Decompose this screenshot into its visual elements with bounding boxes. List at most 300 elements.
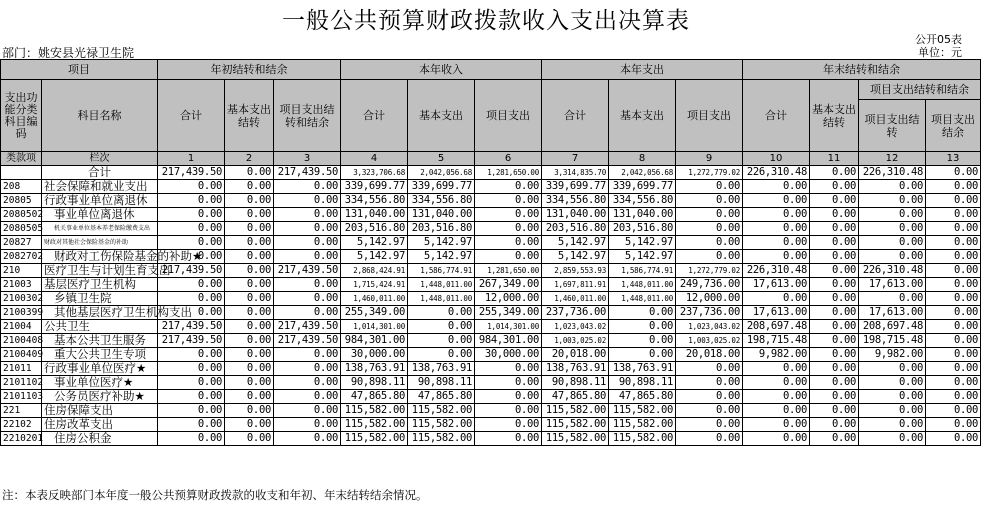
cell-col-10: 0.00 — [743, 250, 810, 264]
cell-col-3: 217,439.50 — [274, 166, 341, 180]
cell-col-1: 0.00 — [158, 292, 225, 306]
cell-col-9: 0.00 — [676, 180, 743, 194]
cell-col-7: 131,040.00 — [542, 208, 609, 222]
table-row — [1, 362, 981, 376]
cell-col-11: 0.00 — [810, 194, 859, 208]
cell-col-13: 0.00 — [926, 418, 981, 432]
cell-col-13: 0.00 — [926, 362, 981, 376]
header-expense-project: 项目支出 — [676, 80, 743, 152]
cell-col-13: 0.00 — [926, 222, 981, 236]
cell-col-11: 0.00 — [810, 222, 859, 236]
cell-col-6: 1,281,650.00 — [475, 166, 542, 180]
cell-col-10: 0.00 — [743, 208, 810, 222]
cell-col-7: 237,736.00 — [542, 306, 609, 320]
header-expense-basic: 基本支出 — [609, 80, 676, 152]
cell-col-9: 1,023,043.02 — [676, 320, 743, 334]
cell-col-1: 0.00 — [158, 348, 225, 362]
cell-col-6: 0.00 — [475, 222, 542, 236]
header-end-balance: 年末结转和结余 — [743, 60, 981, 80]
row-subject-name: 公共卫生 — [42, 320, 158, 334]
header-subject-name: 科目名称 — [42, 80, 158, 152]
cell-col-13: 0.00 — [926, 404, 981, 418]
cell-col-4: 90,898.11 — [341, 376, 408, 390]
header-income-project: 项目支出 — [475, 80, 542, 152]
table-row — [1, 250, 981, 264]
cell-col-11: 0.00 — [810, 432, 859, 446]
table-row — [1, 432, 981, 446]
cell-col-9: 0.00 — [676, 362, 743, 376]
cell-col-6: 30,000.00 — [475, 348, 542, 362]
cell-col-13: 0.00 — [926, 278, 981, 292]
cell-col-4: 984,301.00 — [341, 334, 408, 348]
form-number: 公开05表 — [915, 33, 962, 46]
cell-col-2: 0.00 — [225, 306, 274, 320]
row-subject-name: 行政事业单位离退休 — [42, 194, 158, 208]
table-row — [1, 194, 981, 208]
cell-col-6: 255,349.00 — [475, 306, 542, 320]
cell-col-1: 0.00 — [158, 236, 225, 250]
cell-col-7: 1,460,011.00 — [542, 292, 609, 306]
cell-col-2: 0.00 — [225, 376, 274, 390]
page-title: 一般公共预算财政拨款收入支出决算表 — [282, 8, 690, 34]
cell-col-8: 115,582.00 — [609, 404, 676, 418]
cell-col-9: 0.00 — [676, 208, 743, 222]
cell-col-5: 90,898.11 — [408, 376, 475, 390]
table-row — [1, 418, 981, 432]
col-number: 9 — [676, 152, 743, 166]
cell-col-7: 339,699.77 — [542, 180, 609, 194]
table-row — [1, 334, 981, 348]
row-code: 2100408 — [1, 334, 42, 348]
row-code: 20827 — [1, 236, 42, 250]
row-subject-name: 财政对其他社会保险基金的补助 — [42, 236, 158, 250]
cell-col-12: 0.00 — [859, 362, 926, 376]
cell-col-6: 984,301.00 — [475, 334, 542, 348]
cell-col-9: 1,272,779.02 — [676, 166, 743, 180]
row-code: 21011 — [1, 362, 42, 376]
cell-col-11: 0.00 — [810, 320, 859, 334]
cell-col-6: 1,281,650.00 — [475, 264, 542, 278]
cell-col-4: 131,040.00 — [341, 208, 408, 222]
cell-col-11: 0.00 — [810, 180, 859, 194]
cell-col-3: 0.00 — [274, 390, 341, 404]
cell-col-11: 0.00 — [810, 334, 859, 348]
cell-col-10: 0.00 — [743, 376, 810, 390]
cell-col-13: 0.00 — [926, 320, 981, 334]
cell-col-1: 0.00 — [158, 194, 225, 208]
cell-col-10: 226,310.48 — [743, 166, 810, 180]
header-expense: 本年支出 — [542, 60, 743, 80]
cell-col-10: 226,310.48 — [743, 264, 810, 278]
cell-col-13: 0.00 — [926, 292, 981, 306]
cell-col-3: 217,439.50 — [274, 334, 341, 348]
cell-col-1: 0.00 — [158, 432, 225, 446]
cell-col-3: 217,439.50 — [274, 320, 341, 334]
cell-col-4: 2,868,424.91 — [341, 264, 408, 278]
cell-col-5: 203,516.80 — [408, 222, 475, 236]
cell-col-6: 0.00 — [475, 418, 542, 432]
cell-col-4: 255,349.00 — [341, 306, 408, 320]
cell-col-3: 0.00 — [274, 432, 341, 446]
cell-col-8: 115,582.00 — [609, 432, 676, 446]
row-code: 208 — [1, 180, 42, 194]
cell-col-10: 0.00 — [743, 404, 810, 418]
cell-col-7: 5,142.97 — [542, 236, 609, 250]
cell-col-7: 5,142.97 — [542, 250, 609, 264]
cell-col-12: 0.00 — [859, 292, 926, 306]
row-code: 22102 — [1, 418, 42, 432]
cell-col-4: 334,556.80 — [341, 194, 408, 208]
header-expense-total: 合计 — [542, 80, 609, 152]
cell-col-4: 30,000.00 — [341, 348, 408, 362]
cell-col-1: 0.00 — [158, 208, 225, 222]
cell-col-1: 0.00 — [158, 306, 225, 320]
cell-col-7: 1,697,811.91 — [542, 278, 609, 292]
header-income-total: 合计 — [341, 80, 408, 152]
cell-col-5: 1,586,774.91 — [408, 264, 475, 278]
cell-col-6: 0.00 — [475, 390, 542, 404]
col-number: 1 — [158, 152, 225, 166]
cell-col-13: 0.00 — [926, 390, 981, 404]
cell-col-10: 0.00 — [743, 194, 810, 208]
cell-col-1: 0.00 — [158, 278, 225, 292]
col-number: 3 — [274, 152, 341, 166]
header-end-total: 合计 — [743, 80, 810, 152]
row-subject-name: 行政事业单位医疗★ — [42, 362, 158, 376]
table-row — [1, 278, 981, 292]
cell-col-3: 0.00 — [274, 180, 341, 194]
table-row — [1, 222, 981, 236]
row-code: 21004 — [1, 320, 42, 334]
table-row — [1, 292, 981, 306]
cell-col-1: 0.00 — [158, 376, 225, 390]
row-subject-name: 合计 — [42, 166, 158, 180]
cell-col-2: 0.00 — [225, 236, 274, 250]
cell-col-12: 198,715.48 — [859, 334, 926, 348]
header-end-basic: 基本支出结转 — [810, 80, 859, 152]
cell-col-4: 115,582.00 — [341, 418, 408, 432]
cell-col-10: 0.00 — [743, 418, 810, 432]
cell-col-8: 1,586,774.91 — [609, 264, 676, 278]
cell-col-9: 1,003,025.02 — [676, 334, 743, 348]
cell-col-12: 0.00 — [859, 236, 926, 250]
cell-col-8: 1,448,011.00 — [609, 278, 676, 292]
cell-col-10: 0.00 — [743, 180, 810, 194]
cell-col-10: 9,982.00 — [743, 348, 810, 362]
cell-col-11: 0.00 — [810, 166, 859, 180]
row-code: 2080502 — [1, 208, 42, 222]
cell-col-12: 0.00 — [859, 432, 926, 446]
header-end-project-carry: 项目支出结转 — [859, 100, 926, 152]
cell-col-6: 267,349.00 — [475, 278, 542, 292]
cell-col-8: 0.00 — [609, 306, 676, 320]
cell-col-5: 115,582.00 — [408, 432, 475, 446]
cell-col-5: 131,040.00 — [408, 208, 475, 222]
cell-col-13: 0.00 — [926, 236, 981, 250]
cell-col-8: 131,040.00 — [609, 208, 676, 222]
cell-col-10: 0.00 — [743, 390, 810, 404]
cell-col-10: 0.00 — [743, 236, 810, 250]
class-label: 类 — [6, 153, 16, 164]
col-number: 11 — [810, 152, 859, 166]
header-end-project-group: 项目支出结转和结余 — [859, 80, 981, 100]
cell-col-5: 47,865.80 — [408, 390, 475, 404]
cell-col-6: 12,000.00 — [475, 292, 542, 306]
cell-col-11: 0.00 — [810, 264, 859, 278]
cell-col-5: 115,582.00 — [408, 418, 475, 432]
cell-col-9: 0.00 — [676, 222, 743, 236]
cell-col-3: 0.00 — [274, 208, 341, 222]
cell-col-5: 0.00 — [408, 334, 475, 348]
row-subject-name: 基本公共卫生服务 — [42, 334, 158, 348]
cell-col-8: 47,865.80 — [609, 390, 676, 404]
col-number: 7 — [542, 152, 609, 166]
cell-col-4: 3,323,706.68 — [341, 166, 408, 180]
cell-col-13: 0.00 — [926, 432, 981, 446]
header-item: 项目 — [1, 60, 158, 80]
cell-col-3: 0.00 — [274, 348, 341, 362]
cell-col-13: 0.00 — [926, 166, 981, 180]
cell-col-8: 339,699.77 — [609, 180, 676, 194]
cell-col-8: 0.00 — [609, 334, 676, 348]
header-income-basic: 基本支出 — [408, 80, 475, 152]
row-code: 210 — [1, 264, 42, 278]
cell-col-10: 0.00 — [743, 292, 810, 306]
row-code: 2210201 — [1, 432, 42, 446]
cell-col-1: 0.00 — [158, 404, 225, 418]
row-subject-name: 事业单位离退休 — [42, 208, 158, 222]
table-row — [1, 390, 981, 404]
row-code: 2080505 — [1, 222, 42, 236]
total-row — [1, 166, 981, 180]
cell-col-2: 0.00 — [225, 362, 274, 376]
cell-col-13: 0.00 — [926, 348, 981, 362]
cell-col-12: 9,982.00 — [859, 348, 926, 362]
cell-col-3: 0.00 — [274, 404, 341, 418]
cell-col-2: 0.00 — [225, 418, 274, 432]
cell-col-1: 0.00 — [158, 180, 225, 194]
cell-col-1: 217,439.50 — [158, 166, 225, 180]
cell-col-1: 0.00 — [158, 250, 225, 264]
row-subject-name: 重大公共卫生专项 — [42, 348, 158, 362]
cell-col-4: 1,460,011.00 — [341, 292, 408, 306]
budget-table — [0, 59, 981, 446]
cell-col-4: 1,715,424.91 — [341, 278, 408, 292]
cell-col-9: 1,272,779.02 — [676, 264, 743, 278]
row-subject-name: 事业单位医疗★ — [42, 376, 158, 390]
cell-col-9: 0.00 — [676, 390, 743, 404]
col-number: 5 — [408, 152, 475, 166]
xiang-label: 项 — [26, 153, 36, 164]
cell-col-12: 0.00 — [859, 390, 926, 404]
cell-col-11: 0.00 — [810, 292, 859, 306]
cell-col-9: 12,000.00 — [676, 292, 743, 306]
row-subject-name: 机关事业单位基本养老保险缴费支出 — [42, 222, 158, 236]
cell-col-3: 0.00 — [274, 278, 341, 292]
cell-col-2: 0.00 — [225, 348, 274, 362]
table-row — [1, 208, 981, 222]
cell-col-11: 0.00 — [810, 362, 859, 376]
cell-col-5: 334,556.80 — [408, 194, 475, 208]
cell-col-6: 0.00 — [475, 194, 542, 208]
cell-col-7: 334,556.80 — [542, 194, 609, 208]
cell-col-12: 226,310.48 — [859, 264, 926, 278]
cell-col-8: 2,042,056.68 — [609, 166, 676, 180]
cell-col-7: 115,582.00 — [542, 432, 609, 446]
row-subject-name: 医疗卫生与计划生育支出 — [42, 264, 158, 278]
cell-col-2: 0.00 — [225, 292, 274, 306]
cell-col-12: 17,613.00 — [859, 278, 926, 292]
cell-col-8: 0.00 — [609, 348, 676, 362]
cell-col-7: 203,516.80 — [542, 222, 609, 236]
cell-col-12: 0.00 — [859, 418, 926, 432]
cell-col-12: 0.00 — [859, 194, 926, 208]
cell-col-2: 0.00 — [225, 208, 274, 222]
cell-col-7: 138,763.91 — [542, 362, 609, 376]
cell-col-11: 0.00 — [810, 250, 859, 264]
cell-col-2: 0.00 — [225, 194, 274, 208]
cell-col-4: 5,142.97 — [341, 236, 408, 250]
cell-col-11: 0.00 — [810, 278, 859, 292]
table-row — [1, 180, 981, 194]
row-subject-name: 住房公积金 — [42, 432, 158, 446]
cell-col-4: 339,699.77 — [341, 180, 408, 194]
row-code: 2101103 — [1, 390, 42, 404]
cell-col-1: 0.00 — [158, 362, 225, 376]
cell-col-3: 0.00 — [274, 222, 341, 236]
col-number: 6 — [475, 152, 542, 166]
cell-col-5: 1,448,011.00 — [408, 278, 475, 292]
cell-col-6: 0.00 — [475, 362, 542, 376]
cell-col-3: 0.00 — [274, 250, 341, 264]
col-number: 2 — [225, 152, 274, 166]
table-row — [1, 320, 981, 334]
cell-col-11: 0.00 — [810, 376, 859, 390]
cell-col-2: 0.00 — [225, 250, 274, 264]
cell-col-10: 208,697.48 — [743, 320, 810, 334]
row-code: 20805 — [1, 194, 42, 208]
cell-col-5: 0.00 — [408, 320, 475, 334]
cell-col-6: 0.00 — [475, 208, 542, 222]
cell-col-8: 5,142.97 — [609, 250, 676, 264]
cell-col-8: 203,516.80 — [609, 222, 676, 236]
cell-col-4: 47,865.80 — [341, 390, 408, 404]
cell-col-1: 0.00 — [158, 390, 225, 404]
cell-col-13: 0.00 — [926, 250, 981, 264]
cell-col-3: 0.00 — [274, 306, 341, 320]
cell-col-10: 0.00 — [743, 222, 810, 236]
row-subject-name: 基层医疗卫生机构 — [42, 278, 158, 292]
cell-col-4: 203,516.80 — [341, 222, 408, 236]
cell-col-13: 0.00 — [926, 180, 981, 194]
cell-col-1: 217,439.50 — [158, 334, 225, 348]
cell-col-4: 1,014,301.00 — [341, 320, 408, 334]
row-code: 2082702 — [1, 250, 42, 264]
cell-col-3: 0.00 — [274, 292, 341, 306]
cell-col-4: 138,763.91 — [341, 362, 408, 376]
cell-col-6: 0.00 — [475, 376, 542, 390]
cell-col-5: 2,042,056.68 — [408, 166, 475, 180]
col-number: 10 — [743, 152, 810, 166]
row-code — [1, 166, 42, 180]
cell-col-11: 0.00 — [810, 348, 859, 362]
col-index-label: 栏次 — [42, 152, 158, 166]
cell-col-13: 0.00 — [926, 194, 981, 208]
header-begin-basic: 基本支出结转 — [225, 80, 274, 152]
cell-col-5: 5,142.97 — [408, 236, 475, 250]
header-income: 本年收入 — [341, 60, 542, 80]
cell-col-2: 0.00 — [225, 404, 274, 418]
table-row — [1, 376, 981, 390]
cell-col-4: 5,142.97 — [341, 250, 408, 264]
row-subject-name: 社会保障和就业支出 — [42, 180, 158, 194]
cell-col-1: 0.00 — [158, 418, 225, 432]
cell-col-12: 0.00 — [859, 208, 926, 222]
cell-col-11: 0.00 — [810, 404, 859, 418]
cell-col-9: 249,736.00 — [676, 278, 743, 292]
cell-col-2: 0.00 — [225, 264, 274, 278]
cell-col-6: 0.00 — [475, 250, 542, 264]
cell-col-2: 0.00 — [225, 166, 274, 180]
cell-col-5: 0.00 — [408, 306, 475, 320]
cell-col-13: 0.00 — [926, 334, 981, 348]
cell-col-12: 0.00 — [859, 376, 926, 390]
cell-col-13: 0.00 — [926, 208, 981, 222]
header-begin-balance: 年初结转和结余 — [158, 60, 341, 80]
cell-col-13: 0.00 — [926, 376, 981, 390]
cell-col-9: 0.00 — [676, 250, 743, 264]
cell-col-8: 90,898.11 — [609, 376, 676, 390]
cell-col-12: 208,697.48 — [859, 320, 926, 334]
col-number: 8 — [609, 152, 676, 166]
cell-col-6: 0.00 — [475, 236, 542, 250]
cell-col-3: 0.00 — [274, 376, 341, 390]
cell-col-11: 0.00 — [810, 236, 859, 250]
cell-col-2: 0.00 — [225, 334, 274, 348]
cell-col-12: 0.00 — [859, 404, 926, 418]
unit-label: 单位：元 — [918, 46, 962, 59]
row-code: 2100409 — [1, 348, 42, 362]
cell-col-9: 237,736.00 — [676, 306, 743, 320]
cell-col-8: 0.00 — [609, 320, 676, 334]
cell-col-7: 90,898.11 — [542, 376, 609, 390]
cell-col-3: 0.00 — [274, 362, 341, 376]
table-row — [1, 236, 981, 250]
table-row — [1, 348, 981, 362]
footnote: 注：本表反映部门本年度一般公共预算财政拨款的收支和年初、年末结转结余情况。 — [2, 488, 428, 502]
cell-col-6: 0.00 — [475, 432, 542, 446]
kuan-label: 款 — [16, 153, 26, 164]
cell-col-11: 0.00 — [810, 390, 859, 404]
cell-col-2: 0.00 — [225, 180, 274, 194]
cell-col-7: 47,865.80 — [542, 390, 609, 404]
cell-col-12: 17,613.00 — [859, 306, 926, 320]
cell-col-11: 0.00 — [810, 306, 859, 320]
cell-col-9: 0.00 — [676, 376, 743, 390]
cell-col-3: 0.00 — [274, 236, 341, 250]
cell-col-6: 0.00 — [475, 180, 542, 194]
cell-col-5: 115,582.00 — [408, 404, 475, 418]
row-subject-name: 财政对工伤保险基金的补助★ — [42, 250, 158, 264]
department-label: 部门：姚安县光禄卫生院 — [2, 46, 135, 60]
cell-col-12: 0.00 — [859, 222, 926, 236]
table-body — [1, 166, 981, 446]
cell-col-7: 2,859,553.93 — [542, 264, 609, 278]
cell-col-12: 0.00 — [859, 250, 926, 264]
header-func-code: 支出功能分类科目编码 — [1, 80, 42, 152]
cell-col-10: 0.00 — [743, 432, 810, 446]
header-begin-project: 项目支出结转和结余 — [274, 80, 341, 152]
